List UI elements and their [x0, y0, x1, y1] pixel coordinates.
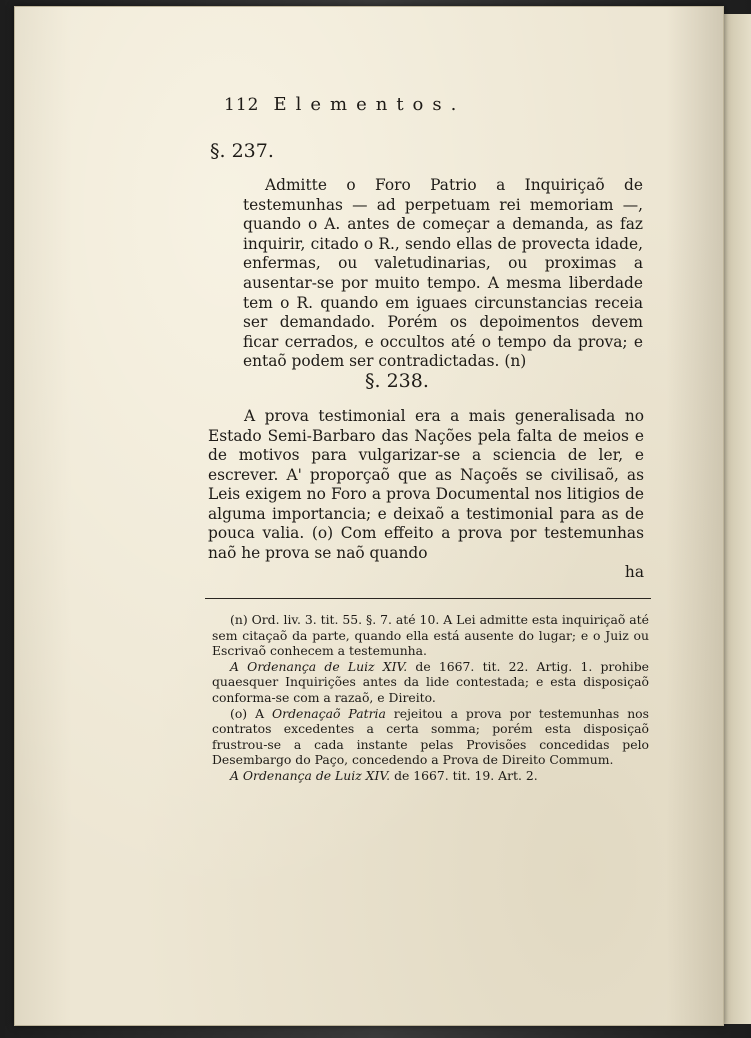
- footnote-n: [212, 612, 649, 659]
- footnote-n-text: (n) Ord. liv. 3. tit. 55. §. 7. até 10. A Lei admitte esta inquiriçaõ até sem citaçaõ da parte, quando ella está ausente do lugar; e o Juiz ou Escrivaõ conhecem a testemunha.: [212, 612, 649, 659]
- footnote-o-italic: Ordenaçaõ Patria: [271, 705, 386, 721]
- footnotes: [212, 612, 649, 784]
- section-number-237: §. 237.: [210, 140, 274, 162]
- footnote-n-cont: [212, 659, 649, 706]
- footnote-rule: [205, 598, 651, 599]
- section-number-238: §. 238.: [365, 370, 429, 392]
- section-237-paragraph: Admitte o Foro Patrio a Inquiriçaõ de testemunhas — ad perpetuam rei memoriam —, quando o A. antes de começar a demanda, as faz inquirir, citado o R., sendo ellas de provecta idade, enfermas, ou valetudinarias, ou proximas a ausentar-se por muito tempo. A mesma liberdade tem o R. quando em iguaes circunstancias receia ser demandado. Porém os depoimentos devem ficar cerrados, e occultos até o tempo da prova; e entaõ podem ser contradictadas. (n): [243, 176, 643, 371]
- section-238-paragraph: A prova testimonial era a mais generalisada no Estado Semi-Barbaro das Nações pela falta de meios e de motivos para vulgarizar-se a sciencia de ler, e escrever. A' proporçaõ que as Naçoẽs se civilisaõ, as Leis exigem no Foro a prova Documental nos litigios de alguma importancia; e deixaõ a testimonial para as de pouca valia. (o) Com effeito a prova por testemunhas naõ he prova se naõ quando: [208, 407, 644, 562]
- catchword: ha: [624, 563, 644, 581]
- footnote-o-cont: [212, 768, 649, 784]
- footnote-o: [212, 706, 649, 768]
- footnote-o-cont-italic: A Ordenança de Luiz XIV.: [230, 767, 391, 783]
- running-title: Elementos.: [273, 94, 466, 115]
- footnote-o-cont-text: de 1667. tit. 19. Art. 2.: [390, 767, 538, 783]
- footnote-n-cont-text: de 1667. tit. 22. Artig. 1. prohibe quaesquer Inquirições antes da lide contestada; e esta disposiçaõ conforma-se com a razaõ, e Direito.: [212, 658, 649, 705]
- page-header: [224, 94, 624, 124]
- section-237-body: [243, 176, 643, 372]
- page-number: 112: [224, 95, 260, 115]
- footnote-n-cont-italic: A Ordenança de Luiz XIV.: [230, 658, 408, 674]
- section-238-body: [208, 407, 644, 583]
- footnote-o-text: rejeitou a prova por testemunhas nos contratos excedentes a certa somma; porém esta disposiçaõ frustrou-se a cada instante pelas Provisões concedidas pelo Desembargo do Paço, concedendo a Prova de Direito Commum.: [212, 705, 649, 768]
- footnote-o-prefix: (o) A: [230, 705, 272, 721]
